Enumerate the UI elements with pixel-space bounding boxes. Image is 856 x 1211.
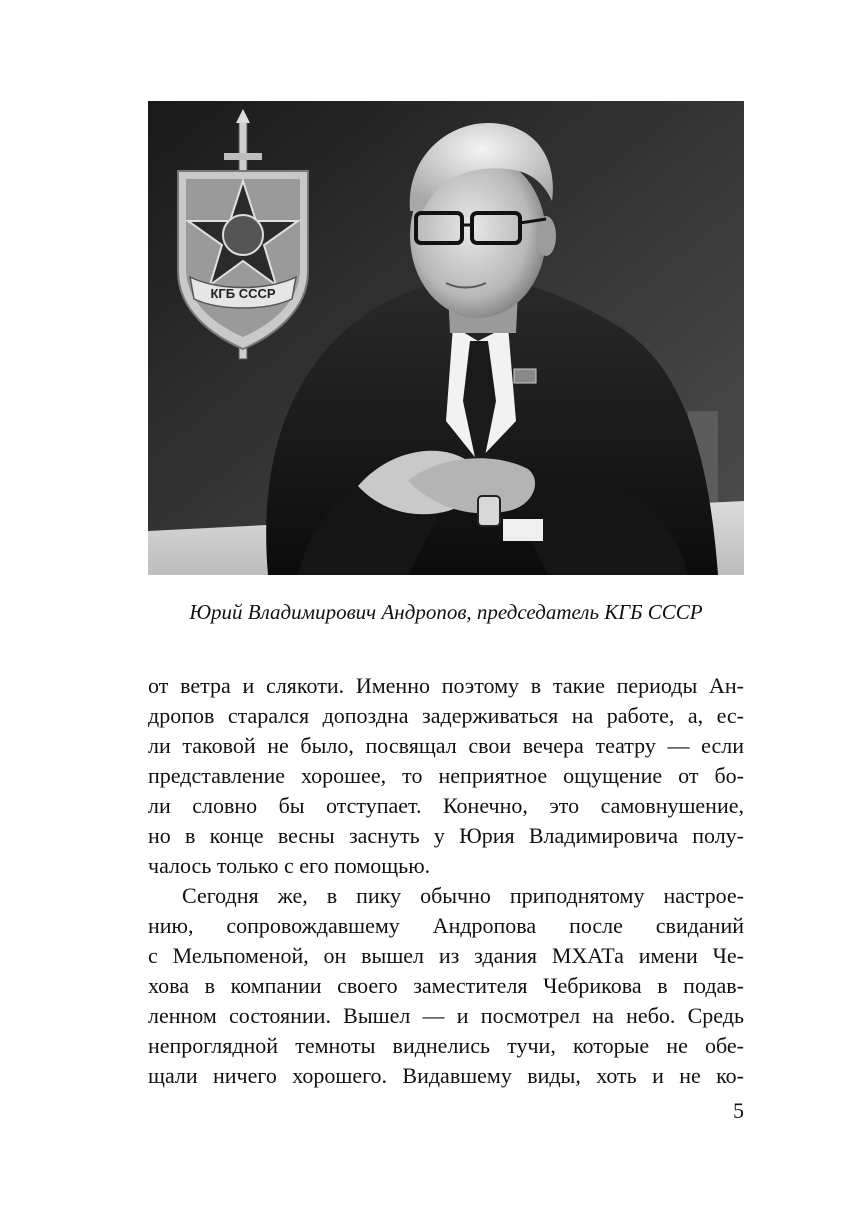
text-line: хова в компании своего заместителя Чебрикова в подав- xyxy=(148,973,744,998)
portrait-photo xyxy=(148,101,744,575)
text-line: Сегодня же, в пику обычно приподнятому настрое- xyxy=(182,883,744,908)
text-line: но в конце весны заснуть у Юрия Владимировича полу- xyxy=(148,823,744,848)
text-line: щали ничего хорошего. Видавшему виды, хоть и не ко- xyxy=(148,1063,744,1088)
text-line: ли таковой не было, посвящал свои вечера театру — если xyxy=(148,733,744,758)
portrait-photo-drawing xyxy=(148,101,744,575)
text-line: представление хорошее, то неприятное ощущение от бо- xyxy=(148,763,744,788)
paragraph-1 xyxy=(148,671,744,881)
emblem-text: КГБ СССР xyxy=(210,286,276,301)
text-line: от ветра и слякоти. Именно поэтому в такие периоды Ан- xyxy=(148,673,744,698)
text-line: ли словно бы отступает. Конечно, это самовнушение, xyxy=(148,793,744,818)
text-line: нию, сопровождавшему Андропова после свиданий xyxy=(148,913,744,938)
figure-caption: Юрий Владимирович Андропов, председатель КГБ СССР xyxy=(189,600,703,624)
text-line: с Мельпоменой, он вышел из здания МХАТа имени Че- xyxy=(148,943,744,968)
text-line: дропов старался допоздна задерживаться на работе, а, ес- xyxy=(148,703,744,728)
page-number: 5 xyxy=(733,1098,744,1123)
text-line: чалось только с его помощью. xyxy=(148,853,431,878)
paragraph-2 xyxy=(148,881,744,1091)
text-line: ленном состоянии. Вышел — и посмотрел на небо. Средь xyxy=(148,1003,744,1028)
text-line: непроглядной темноты виднелись тучи, которые не обе- xyxy=(148,1033,744,1058)
body-text xyxy=(148,671,744,1091)
